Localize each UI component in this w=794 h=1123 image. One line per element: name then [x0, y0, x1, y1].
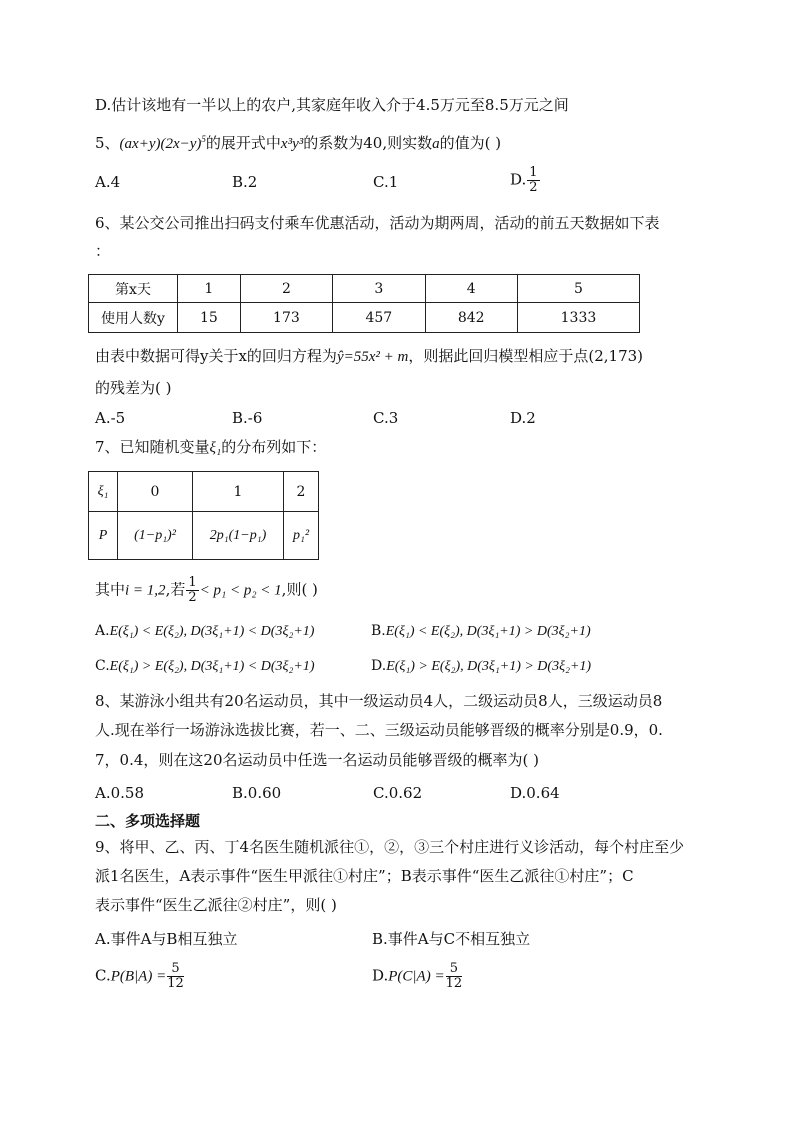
q9-stem-line3: 表示事件“医生乙派往②村庄”，则( ) — [95, 896, 337, 914]
table-cell: 2 — [284, 472, 319, 512]
q8-option-b: B.0.60 — [232, 784, 282, 802]
q9-option-a: A.事件A与B相互独立 — [95, 930, 238, 948]
q5-option-b: B.2 — [232, 173, 258, 191]
q6-option-c: C.3 — [373, 409, 399, 427]
table-cell: 2 — [240, 275, 332, 303]
table-cell: 3 — [333, 275, 425, 303]
q5-term: x³y³ — [280, 136, 304, 152]
table-cell: 173 — [240, 303, 332, 333]
q6-stem-line3: 的残差为( ) — [95, 379, 172, 397]
q7-option-b: B.E(ξ₁) < E(ξ₂), D(3ξ₁+1) > D(3ξ₂+1) — [371, 623, 591, 639]
table-cell: 5 — [517, 275, 639, 303]
q5-stem: 5、$(ax+y)(2x-y)^5$的展开式中x³y³的系数为40,则实数a的值为( ) — [95, 134, 502, 152]
q9-option-b: B.事件A与C不相互独立 — [372, 930, 531, 948]
q9-option-c: C.P(B|A) = $\frac{5}{12}$ — [95, 961, 184, 991]
q9-stem-line2: 派1名医生，A表示事件“医生甲派往①村庄”；B表示事件“医生乙派往①村庄”；C — [95, 867, 634, 885]
table-cell: 457 — [333, 303, 425, 333]
table-cell: 2p₁(1−p₁) — [193, 512, 284, 560]
q5-option-a: A.4 — [95, 173, 121, 191]
q4-option-d: D.估计该地有一半以上的农户,其家庭年收入介于4.5万元至8.5万元之间 — [95, 96, 569, 114]
q6-stem-line1: 6、某公交公司推出扫码支付乘车优惠活动，活动为期两周，活动的前五天数据如下表 — [95, 214, 660, 232]
table-cell: 842 — [425, 303, 517, 333]
table-cell: 1 — [193, 472, 284, 512]
q6-option-d: D.2 — [510, 409, 536, 427]
section-title: 二、多项选择题 — [95, 812, 201, 830]
table-cell: 15 — [178, 303, 241, 333]
q7-stem: 7、已知随机变量ξ₁的分布列如下： — [95, 438, 327, 456]
fraction: $\frac{5}{12}$ — [445, 961, 463, 991]
table-cell: p₁² — [284, 512, 319, 560]
q8-option-c: C.0.62 — [373, 784, 423, 802]
q6-option-b: B.-6 — [232, 409, 263, 427]
q7-condition: 其中i = 1,2,若 $\frac{1}{2}$ < p₁ < p₂ < 1,则( ) — [95, 575, 318, 605]
q7-option-a: A.E(ξ₁) < E(ξ₂), D(3ξ₁+1) < D(3ξ₂+1) — [95, 623, 315, 639]
q8-option-d: D.0.64 — [510, 784, 560, 802]
q6-stem-line2: 由表中数据可得y关于x的回归方程为ŷ=55x² + m，则据此回归模型相应于点(2,173) — [95, 347, 644, 365]
q6-option-a: A.-5 — [95, 409, 126, 427]
q8-stem-line2: 人.现在举行一场游泳选拔比赛，若一、二、三级运动员能够晋级的概率分别是0.9，0. — [95, 721, 663, 739]
q6-stem-line1-cont: ： — [95, 242, 111, 260]
table-header-cell: 第x天 — [89, 275, 178, 303]
q8-option-a: A.0.58 — [95, 784, 144, 802]
q5-expression: $(ax+y)(2x-y)^5$ — [119, 134, 206, 152]
q9-stem-line1: 9、将甲、乙、丙、丁4名医生随机派往①，②，③三个村庄进行义诊活动，每个村庄至少 — [95, 838, 685, 856]
fraction: $\frac{1}{2}$ — [529, 165, 538, 195]
table-cell: 1 — [178, 275, 241, 303]
table-cell: (1−p₁)² — [118, 512, 193, 560]
table-cell: 4 — [425, 275, 517, 303]
q8-stem-line3: 7，0.4，则在这20名运动员中任选一名运动员能够晋级的概率为( ) — [95, 751, 539, 769]
fraction: $\frac{5}{12}$ — [167, 961, 184, 991]
fraction: $\frac{1}{2}$ — [188, 575, 197, 605]
q5-option-c: C.1 — [373, 173, 399, 191]
q9-option-d: D.P(C|A) = $\frac{5}{12}$ — [372, 961, 463, 991]
table-header-cell: 使用人数y — [89, 303, 178, 333]
table-cell: 1333 — [517, 303, 639, 333]
regression-equation: ŷ=55x² + m — [336, 349, 409, 365]
q6-data-table — [88, 274, 640, 333]
q7-option-d: D.E(ξ₁) > E(ξ₂), D(3ξ₁+1) > D(3ξ₂+1) — [371, 658, 592, 674]
table-header-cell: ξ₁ — [89, 472, 118, 512]
table-header-cell: P — [89, 512, 118, 560]
q7-distribution-table — [88, 471, 319, 560]
q8-stem-line1: 8、某游泳小组共有20名运动员，其中一级运动员4人，二级运动员8人，三级运动员8 — [95, 692, 663, 710]
q5-option-d: D. $\frac{1}{2}$ — [510, 165, 538, 195]
q7-option-c: C.E(ξ₁) > E(ξ₂), D(3ξ₁+1) < D(3ξ₂+1) — [95, 658, 315, 674]
table-cell: 0 — [118, 472, 193, 512]
